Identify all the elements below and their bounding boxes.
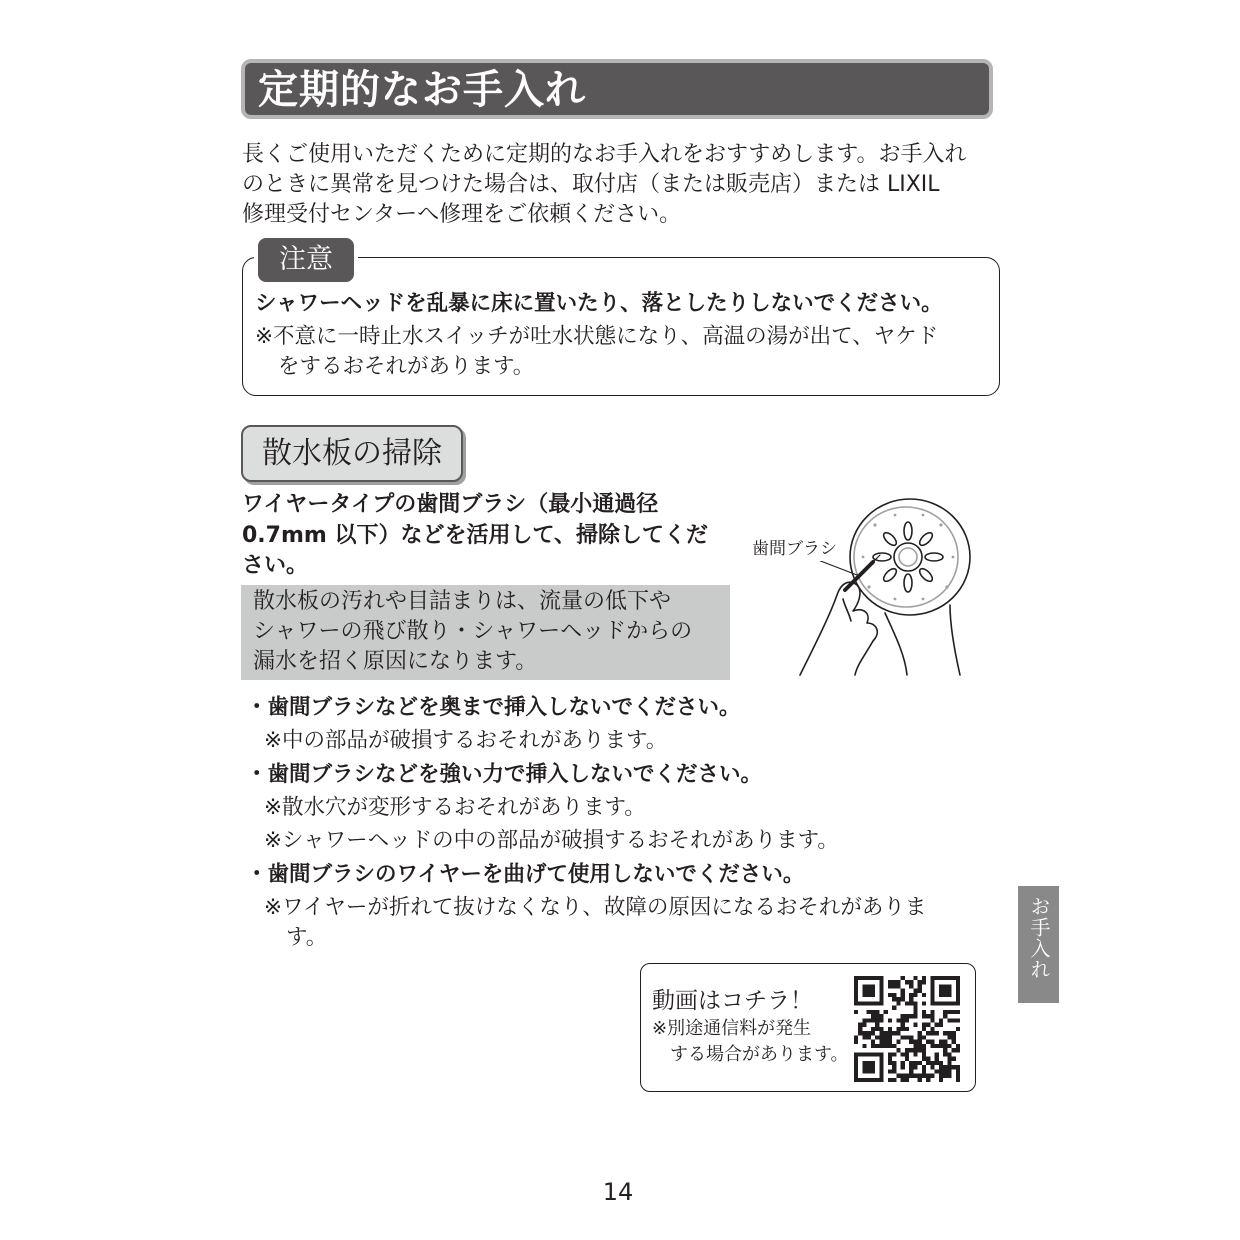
lead-line: さい。 bbox=[242, 553, 309, 578]
video-note: する場合があります。 bbox=[670, 1044, 849, 1065]
illustration-label: 歯間ブラシ bbox=[752, 539, 837, 559]
side-tab-label: お手入れ bbox=[1027, 896, 1051, 980]
lead-line: ワイヤータイプの歯間ブラシ（最小通過径 bbox=[242, 492, 659, 517]
note-line: 散水板の汚れや目詰まりは、流量の低下や bbox=[253, 589, 672, 614]
caution-label: 注意 bbox=[279, 244, 333, 275]
note-line: 漏水を招く原因になります。 bbox=[253, 649, 538, 674]
page-title: 定期的なお手入れ bbox=[258, 67, 586, 113]
intro-line: のときに異常を見つけた場合は、取付店（または販売店）または LIXIL bbox=[242, 172, 940, 197]
bullet-note: ※ワイヤーが折れて抜けなくなり、故障の原因になるおそれがありま bbox=[264, 895, 927, 920]
page-number: 14 bbox=[602, 1178, 634, 1206]
bullet-note: ※散水穴が変形するおそれがあります。 bbox=[264, 795, 646, 820]
video-title: 動画はコチラ！ bbox=[652, 988, 813, 1014]
caution-note: をするおそれがあります。 bbox=[278, 354, 535, 379]
intro-line: 長くご使用いただくために定期的なお手入れをおすすめします。お手入れ bbox=[242, 142, 967, 167]
caution-note: ※不意に一時止水スイッチが吐水状態になり、高温の湯が出て、ヤケド bbox=[255, 324, 939, 349]
bullet-item: ・歯間ブラシなどを強い力で挿入しないでください。 bbox=[246, 762, 763, 787]
shower-head-cleaning-illustration bbox=[745, 495, 1005, 677]
intro-line: 修理受付センターへ修理をご依頼ください。 bbox=[242, 202, 682, 227]
section-title: 散水板の掃除 bbox=[262, 436, 442, 471]
bullet-item: ・歯間ブラシなどを奥まで挿入しないでください。 bbox=[246, 695, 741, 720]
note-line: シャワーの飛び散り・シャワーヘッドからの bbox=[253, 619, 693, 644]
bullet-note: ※シャワーヘッドの中の部品が破損するおそれがあります。 bbox=[264, 828, 839, 853]
video-note: ※別途通信料が発生 bbox=[652, 1018, 812, 1039]
lead-line: 0.7mm 以下）などを活用して、掃除してくだ bbox=[242, 523, 709, 548]
bullet-note: す。 bbox=[286, 925, 328, 950]
qr-code-icon[interactable] bbox=[854, 976, 960, 1082]
caution-warning: シャワーヘッドを乱暴に床に置いたり、落としたりしないでください。 bbox=[255, 291, 943, 316]
bullet-item: ・歯間ブラシのワイヤーを曲げて使用しないでください。 bbox=[246, 862, 805, 887]
bullet-note: ※中の部品が破損するおそれがあります。 bbox=[264, 728, 668, 753]
